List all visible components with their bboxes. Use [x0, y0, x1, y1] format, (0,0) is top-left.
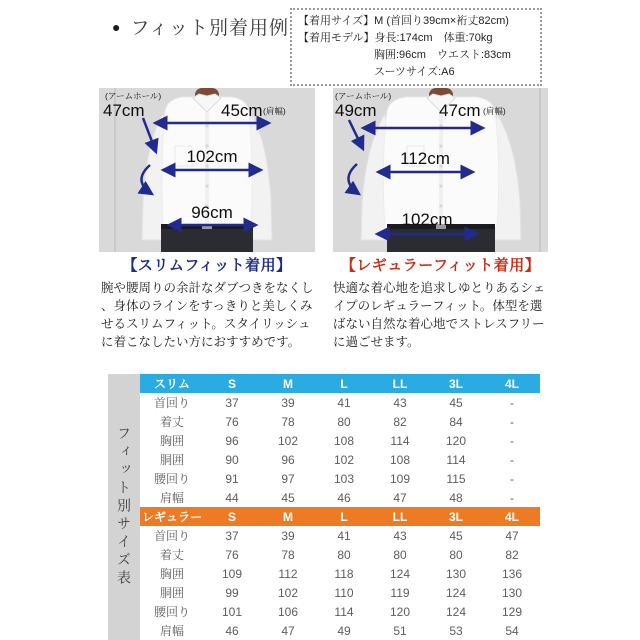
size-value: 108 — [333, 433, 355, 448]
size-value: 129 — [501, 604, 523, 619]
row-label: 着丈 — [159, 548, 184, 562]
armhole-note: (アームホール) — [105, 91, 162, 101]
size-value: - — [510, 433, 514, 448]
row-label: 肩幅 — [159, 491, 184, 505]
size-value: 101 — [221, 604, 243, 619]
info-value: M (首回り39cm×裄丈82cm) — [374, 15, 509, 27]
size-value: 114 — [390, 433, 410, 448]
regular-fit-description: 快適な着心地を追求しゆとりあるシェイプのレギュラーフィット。体型を選ばない自然な着心地でストレスフリーに過ごせます。 — [333, 281, 546, 350]
size-value: 82 — [393, 414, 407, 429]
size-value: 46 — [225, 623, 239, 638]
info-row — [298, 13, 534, 30]
size-table-row — [140, 412, 540, 431]
info-label — [298, 64, 374, 81]
size-value: 130 — [445, 566, 467, 581]
pants — [387, 226, 495, 252]
size-table — [140, 374, 540, 640]
armhole-note: (アームホール) — [335, 91, 392, 101]
column-header: 4L — [504, 509, 519, 524]
info-row — [298, 47, 534, 64]
size-table-row — [140, 602, 540, 621]
info-value: 身長:174cm 体重:70kg — [374, 32, 493, 45]
column-header: 3L — [448, 509, 463, 524]
size-value: 96 — [281, 452, 295, 467]
size-table-row — [140, 545, 540, 564]
shoulder-value: 45cm — [221, 101, 263, 120]
size-value: 39 — [281, 395, 295, 410]
row-label: 胴囲 — [159, 453, 184, 467]
size-value: 118 — [334, 566, 354, 581]
column-header: L — [340, 509, 348, 524]
row-label: 首回り — [153, 529, 190, 543]
size-value: 82 — [505, 547, 519, 562]
size-table-row — [140, 526, 540, 545]
size-value: 45 — [449, 528, 463, 543]
model-info-box — [290, 8, 542, 86]
chest-value: 102cm — [186, 147, 238, 166]
size-value: - — [510, 490, 514, 505]
row-label: 着丈 — [159, 415, 184, 429]
size-table-row — [140, 564, 540, 583]
size-value: 43 — [393, 395, 407, 410]
column-header: S — [227, 376, 236, 391]
row-label: 腰回り — [153, 605, 190, 619]
row-label: 首回り — [153, 396, 190, 410]
button — [439, 184, 442, 187]
slim-fit-figure — [99, 88, 315, 252]
size-value: 114 — [334, 604, 354, 619]
size-value: 102 — [333, 452, 355, 467]
size-value: 39 — [281, 528, 295, 543]
page-title: フィット別着用例 — [130, 18, 289, 39]
armhole-value: 49cm — [335, 101, 377, 120]
pants — [161, 226, 253, 252]
size-value: 37 — [225, 395, 239, 410]
size-table-row — [140, 583, 540, 602]
size-value: 124 — [445, 585, 467, 600]
size-value: - — [510, 414, 514, 429]
size-value: 41 — [337, 528, 351, 543]
size-value: 76 — [225, 547, 239, 562]
size-value: 37 — [225, 528, 239, 543]
size-value: 97 — [281, 471, 295, 486]
size-value: 120 — [445, 433, 467, 448]
column-header: 4L — [504, 376, 519, 391]
column-header: 3L — [448, 376, 463, 391]
slim-fit-photo — [99, 88, 315, 252]
column-header: LL — [392, 376, 408, 391]
shoulder-value: 47cm — [439, 101, 481, 120]
size-value: 102 — [277, 585, 299, 600]
size-value: 49 — [337, 623, 351, 638]
size-table-side-bar — [108, 374, 140, 640]
section-name: スリム — [153, 377, 190, 391]
size-value: 44 — [225, 490, 239, 505]
row-label: 胸囲 — [159, 567, 184, 581]
info-label: 【着用サイズ】 — [298, 15, 375, 27]
size-value: 99 — [225, 585, 239, 600]
column-header: L — [340, 376, 348, 391]
size-value: 54 — [505, 623, 519, 638]
column-header: M — [283, 509, 293, 524]
button — [439, 204, 442, 207]
section-header — [112, 13, 289, 40]
column-header: M — [283, 376, 293, 391]
size-value: 109 — [221, 566, 243, 581]
size-value: 84 — [449, 414, 463, 429]
size-value: 106 — [277, 604, 299, 619]
size-value: - — [510, 452, 514, 467]
size-value: 41 — [337, 395, 351, 410]
waist-value: 102cm — [401, 210, 453, 229]
info-row — [298, 64, 534, 81]
size-table-row — [140, 450, 540, 469]
size-value: 103 — [333, 471, 355, 486]
size-value: 45 — [281, 490, 295, 505]
size-value: 76 — [225, 414, 239, 429]
wall-corner-line — [539, 88, 541, 252]
button — [205, 184, 208, 187]
size-value: 51 — [393, 623, 407, 638]
row-label: 腰回り — [153, 472, 190, 486]
bullet-icon: ● — [112, 18, 121, 35]
column-header: LL — [392, 509, 408, 524]
size-value: 120 — [389, 604, 411, 619]
row-label: 胴囲 — [159, 586, 184, 600]
info-row — [298, 30, 534, 47]
button — [439, 144, 442, 147]
size-value: 43 — [393, 528, 407, 543]
regular-fit-figure — [333, 88, 548, 252]
size-value: 47 — [393, 490, 407, 505]
shoulder-note: (肩幅) — [263, 106, 286, 116]
regular-fit-caption: 【レギュラーフィット着用】 — [340, 257, 541, 274]
waist-value: 96cm — [191, 203, 233, 222]
size-value: 47 — [281, 623, 295, 638]
button — [205, 124, 208, 127]
size-value: - — [510, 471, 514, 486]
size-value: 124 — [445, 604, 467, 619]
regular-fit-photo — [333, 88, 548, 252]
size-table-side-label: フィット別サイズ表 — [116, 426, 132, 588]
size-value: 108 — [389, 452, 411, 467]
chest-value: 112cm — [400, 149, 450, 168]
section-name: レギュラー — [141, 510, 202, 524]
row-label: 肩幅 — [159, 624, 184, 638]
size-value: 112 — [278, 566, 298, 581]
size-value: 80 — [393, 547, 407, 562]
size-value: 80 — [337, 414, 351, 429]
size-table-row — [140, 393, 540, 412]
size-value: 80 — [337, 547, 351, 562]
size-value: 46 — [337, 490, 351, 505]
size-table-row — [140, 621, 540, 640]
slim-fit-description: 腕や腰周りの余計なダブつきをなくし、身体のラインをすっきりと美しくみせるスリムフィット。スタイリッシュに着こなしたい方におすすめです。 — [101, 281, 314, 350]
size-value: 130 — [501, 585, 523, 600]
size-table-row — [140, 488, 540, 507]
info-value: 胸囲:96cm ウエスト:83cm — [374, 49, 511, 62]
size-value: 53 — [449, 623, 463, 638]
size-value: 102 — [277, 433, 299, 448]
size-value: 124 — [389, 566, 411, 581]
size-value: 91 — [225, 471, 239, 486]
size-value: 47 — [505, 528, 519, 543]
size-value: 114 — [446, 452, 466, 467]
info-label — [298, 47, 374, 64]
info-value: スーツサイズ:A6 — [374, 66, 455, 79]
size-value: 78 — [281, 414, 295, 429]
size-value: - — [510, 395, 514, 410]
size-value: 110 — [334, 585, 354, 600]
size-value: 78 — [281, 547, 295, 562]
armhole-value: 47cm — [103, 101, 145, 120]
size-table-row — [140, 431, 540, 450]
size-value: 45 — [449, 395, 463, 410]
size-table-header-row — [140, 507, 540, 526]
slim-fit-caption: 【スリムフィット着用】 — [122, 257, 292, 274]
info-label: 【着用モデル】 — [298, 32, 375, 45]
size-value: 115 — [446, 471, 466, 486]
size-value: 90 — [225, 452, 239, 467]
size-value: 136 — [501, 566, 523, 581]
size-value: 119 — [390, 585, 410, 600]
row-label: 胸囲 — [159, 434, 184, 448]
size-value: 109 — [389, 471, 411, 486]
size-value: 96 — [225, 433, 239, 448]
shoulder-note: (肩幅) — [483, 106, 506, 116]
size-table-row — [140, 469, 540, 488]
size-value: 48 — [449, 490, 463, 505]
column-header: S — [227, 509, 236, 524]
size-value: 80 — [449, 547, 463, 562]
size-table-header-row — [140, 374, 540, 393]
